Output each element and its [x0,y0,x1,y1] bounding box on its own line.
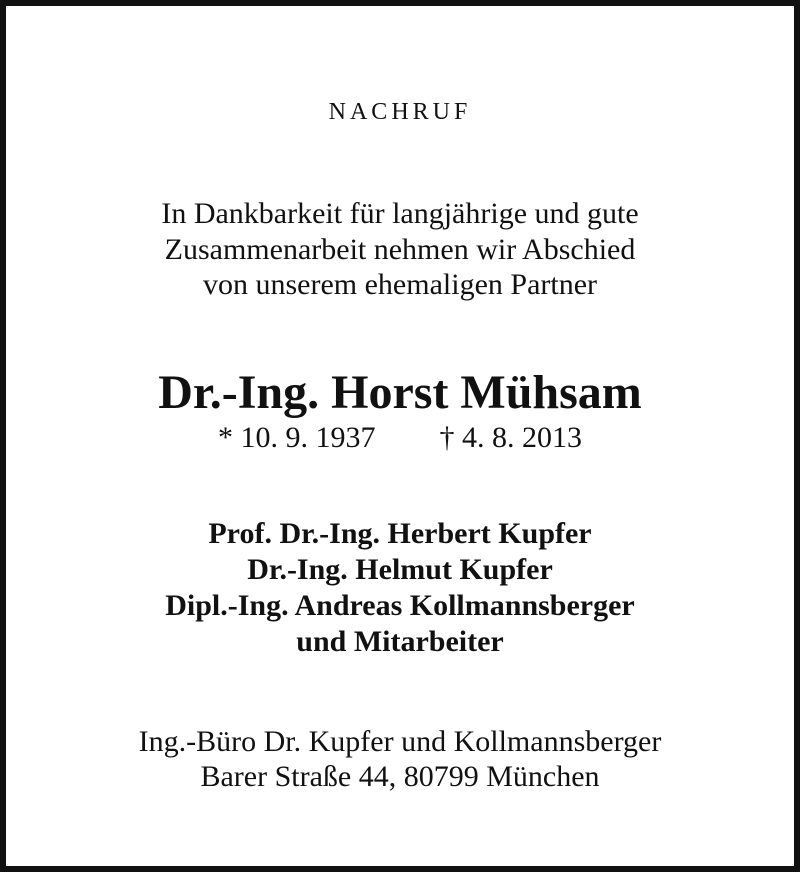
life-dates [6,423,794,453]
intro-line-3: von unserem ehemaligen Partner [202,268,598,301]
signatory-3: Dipl.-Ing. Andreas Kollmannsberger [165,589,635,622]
intro-line-1: In Dankbarkeit für langjährige und gute [161,197,639,230]
deceased-name: Dr.-Ing. Horst Mühsam [158,366,642,419]
signatory-4: und Mitarbeiter [296,625,504,658]
address-line-1: Ing.-Büro Dr. Kupfer und Kollmannsberger [138,725,662,758]
signatory-1: Prof. Dr.-Ing. Herbert Kupfer [208,517,592,550]
birth-date: * 10. 9. 1937 [218,421,376,454]
death-date: † 4. 8. 2013 [439,421,582,454]
notice-heading: NACHRUF [328,99,472,125]
intro-line-2: Zusammenarbeit nehmen wir Abschied [164,233,636,266]
signatory-2: Dr.-Ing. Helmut Kupfer [247,553,553,586]
address-line-2: Barer Straße 44, 80799 München [200,760,600,793]
